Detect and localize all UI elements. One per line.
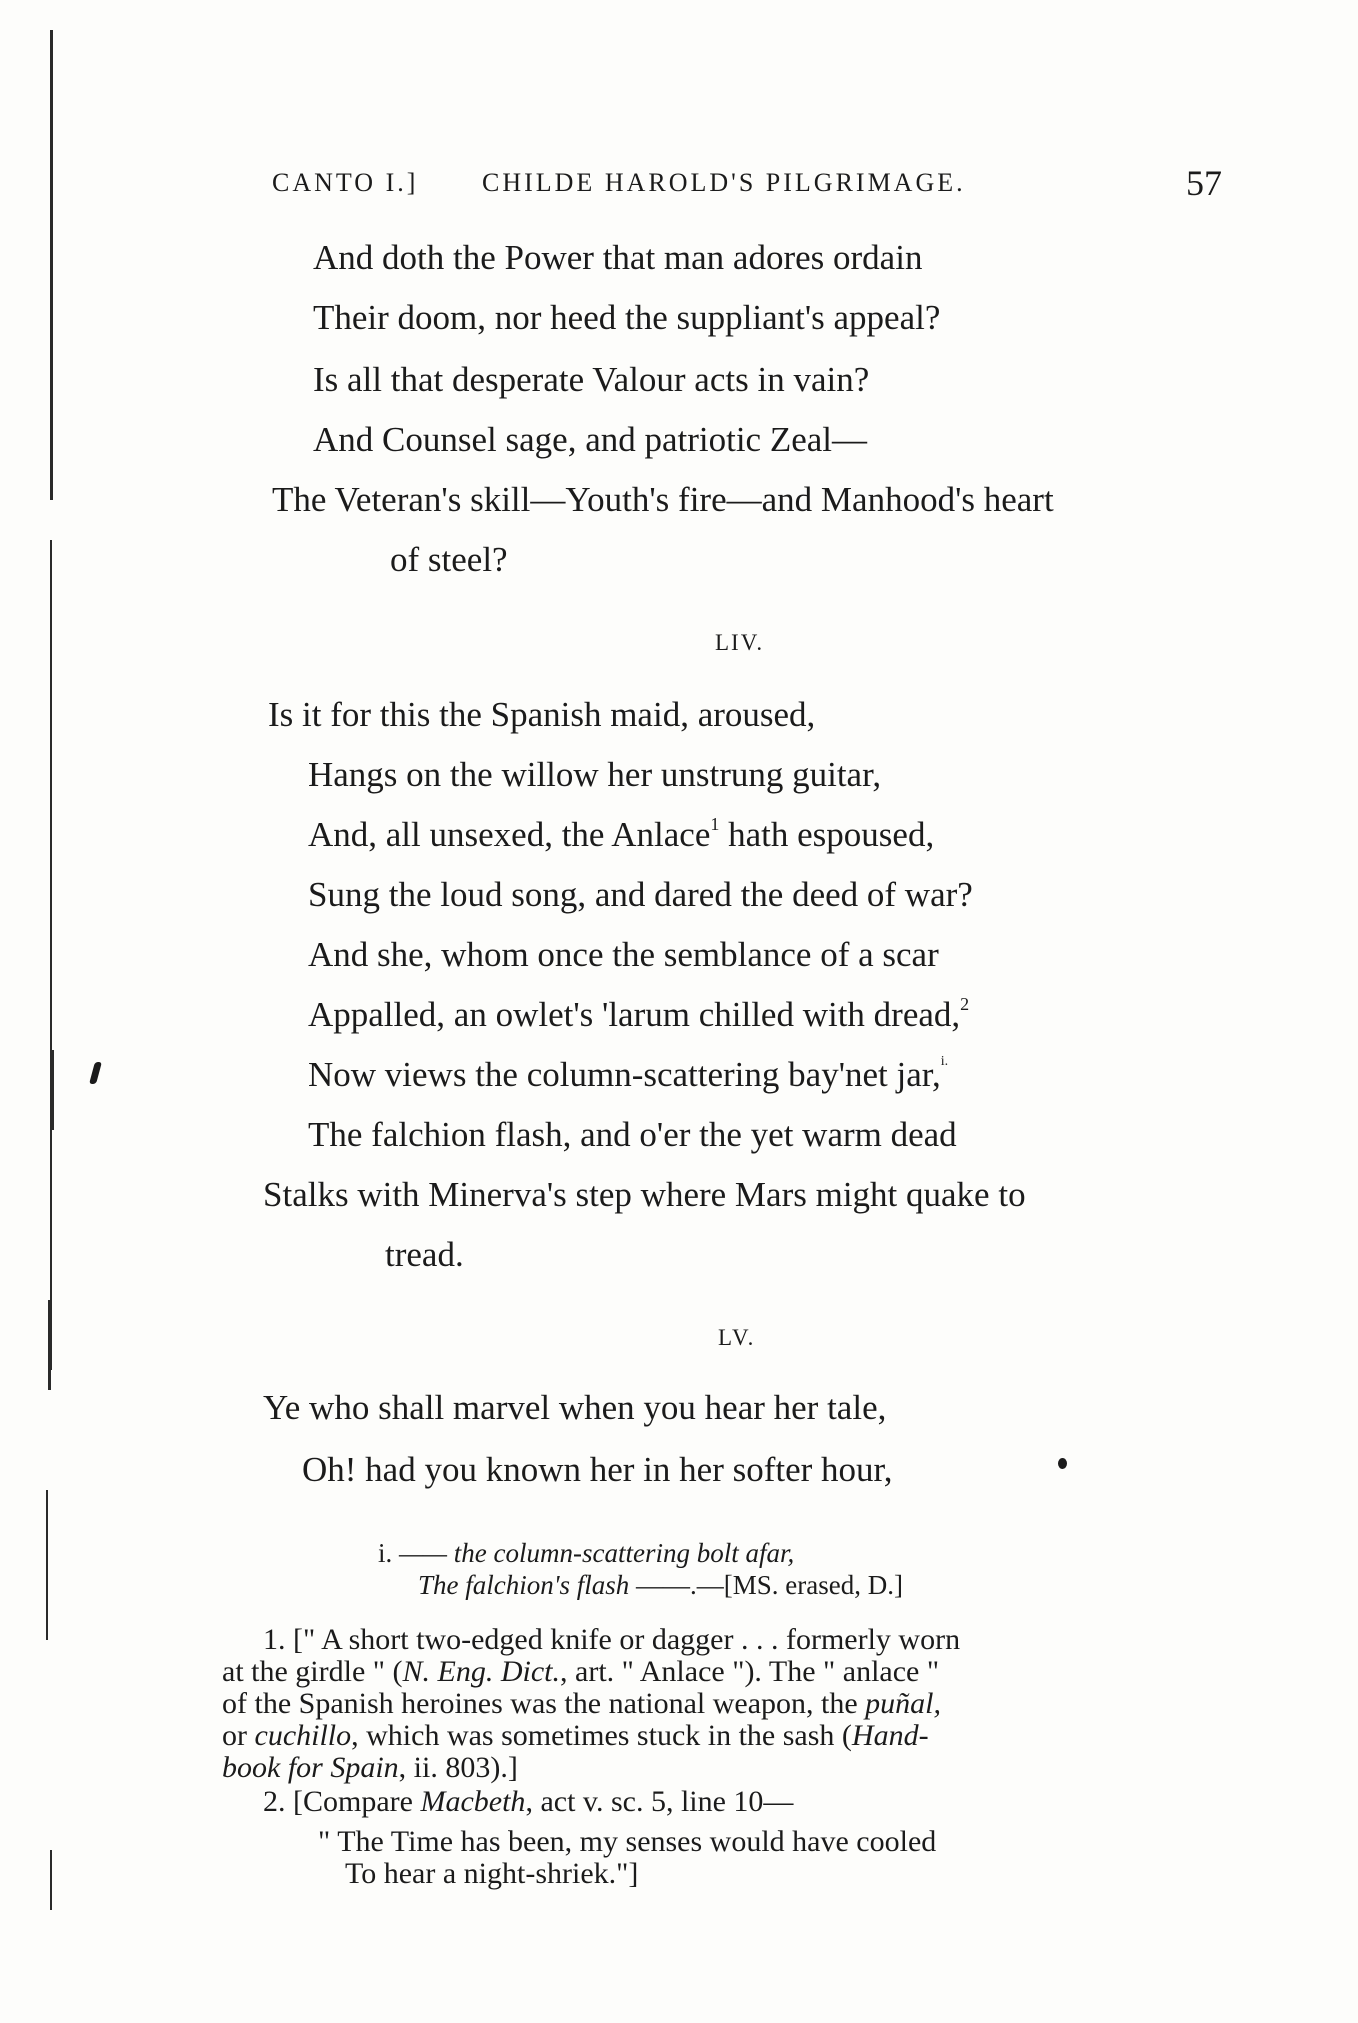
footnote-quote-line: " The Time has been, my senses would have cooled — [318, 1825, 937, 1858]
footnote-italic: Hand- — [851, 1719, 929, 1752]
footnote-text: at the girdle " ( — [222, 1655, 403, 1688]
verse-line: The Veteran's skill—Youth's fire—and Manhood's heart — [272, 480, 1054, 519]
verse-line: of steel? — [390, 540, 508, 579]
footnote-ref: 1 — [710, 814, 720, 834]
page-number: 57 — [1186, 163, 1222, 203]
stanza-number: LIV. — [715, 630, 765, 655]
verse-text: Now views the column-scattering bay'net jar, — [308, 1055, 941, 1094]
verse-text: And, all unsexed, the Anlace — [308, 815, 711, 854]
scan-edge-line — [48, 1300, 51, 1390]
verse-line — [308, 814, 935, 854]
footnote-line: 1. [" A short two-edged knife or dagger . . . formerly worn — [263, 1623, 961, 1656]
footnote-text: , art. " Anlace "). The " anlace " — [560, 1655, 940, 1688]
canto-label: CANTO I.] — [272, 168, 419, 197]
verse-text: hath espoused, — [728, 815, 935, 854]
footnote-italic: book for Spain — [222, 1751, 399, 1784]
running-header — [272, 162, 1222, 212]
footnote-line — [222, 1689, 941, 1719]
variant-text: The falchion's flash — [418, 1570, 630, 1600]
footnote-italic: N. Eng. Dict. — [402, 1655, 561, 1688]
footnote-line — [222, 1753, 518, 1783]
variant-text: —— the column-scattering bolt afar, — [399, 1538, 795, 1568]
footnote-text: of the Spanish heroines was the national weapon, the — [222, 1687, 866, 1720]
variant-line — [378, 1540, 794, 1567]
verse-line: Stalks with Minerva's step where Mars might quake to — [263, 1175, 1026, 1214]
verse-line: Is all that desperate Valour acts in vain? — [313, 360, 870, 399]
footnote-text: , ii. 803).] — [398, 1751, 518, 1784]
footnote-text: 2. [Compare — [263, 1785, 421, 1818]
verse-line — [308, 1054, 949, 1094]
stanza-number: LV. — [718, 1325, 756, 1350]
book-title: CHILDE HAROLD'S PILGRIMAGE. — [482, 168, 966, 197]
footnote-italic: Macbeth — [420, 1785, 526, 1818]
verse-line: Is it for this the Spanish maid, aroused, — [268, 695, 816, 734]
verse-line: Ye who shall marvel when you hear her tale, — [263, 1388, 887, 1427]
footnote-quote-line: To hear a night-shriek."] — [345, 1857, 639, 1890]
variant-source: ——.—[MS. erased, D.] — [636, 1570, 903, 1600]
verse-line: Sung the loud song, and dared the deed of war? — [308, 875, 973, 914]
ink-mark — [89, 1062, 102, 1084]
verse-line: Oh! had you known her in her softer hour, — [302, 1450, 893, 1489]
verse-line: Hangs on the willow her unstrung guitar, — [308, 755, 882, 794]
verse-line: And Counsel sage, and patriotic Zeal— — [313, 420, 868, 459]
footnote-text: , which was sometimes stuck in the sash ( — [351, 1719, 852, 1752]
variant-ref: i. — [940, 1054, 949, 1069]
scan-edge-line — [46, 1490, 48, 1640]
scan-edge-line — [50, 1850, 52, 1910]
footnote-line — [263, 1787, 793, 1817]
ink-dot — [1058, 1458, 1067, 1469]
scan-edge-line — [50, 30, 53, 500]
footnote-text: , act v. sc. 5, line 10— — [525, 1785, 794, 1818]
footnote-italic: cuchillo — [254, 1719, 352, 1752]
verse-line: The falchion flash, and o'er the yet warm dead — [308, 1115, 957, 1154]
scan-edge-line — [50, 540, 52, 1370]
verse-line: And she, whom once the semblance of a scar — [308, 935, 939, 974]
footnote-text: or — [222, 1719, 255, 1752]
verse-line: tread. — [385, 1235, 464, 1274]
footnote-ref: 2 — [960, 994, 970, 1014]
scan-edge-line — [52, 1050, 54, 1130]
variant-line — [418, 1572, 903, 1599]
variant-label: i. — [378, 1538, 393, 1568]
verse-line — [308, 994, 970, 1034]
footnote-line — [222, 1721, 929, 1751]
footnote-line — [222, 1657, 939, 1687]
verse-line: Their doom, nor heed the suppliant's appeal? — [313, 298, 941, 337]
verse-text: Appalled, an owlet's 'larum chilled with dread, — [308, 995, 961, 1034]
footnote-italic: puñal, — [865, 1687, 942, 1720]
verse-line: And doth the Power that man adores ordain — [313, 238, 923, 277]
